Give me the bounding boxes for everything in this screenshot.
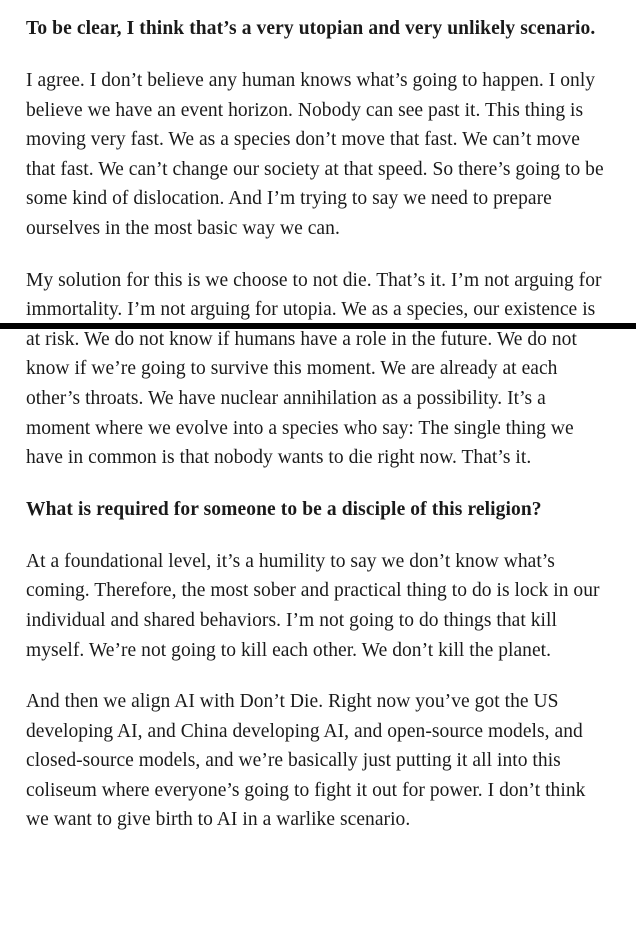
interview-answer: And then we align AI with Don’t Die. Right now you’ve got the US developing AI, and China developing AI, and open-source models, and closed-source models, and we’re basically just putting it all into this coliseum where everyone’s going to fight it out for power. I don’t think we want to give birth to AI in a warlike scenario. (26, 691, 586, 831)
interview-question: To be clear, I think that’s a very utopian and very unlikely scenario. (26, 18, 596, 39)
interview-answer: My solution for this is we choose to not die. That’s it. I’m not arguing for immortality. I’m not arguing for utopia. We as a species, our existence is at risk. We do not know if humans have a role in the future. We do not know if we’re going to survive this moment. We are already at each other’s throats. We have nuclear annihilation as a possibility. It’s a moment where we evolve into a species who say: The single thing we have in common is that nobody wants to die right now. That’s it. (26, 269, 602, 469)
interview-answer: I agree. I don’t believe any human knows what’s going to happen. I only believe we have an event horizon. Nobody can see past it. This thing is moving very fast. We as a species don’t move that fast. We can’t move that fast. We can’t change our society at that speed. So there’s going to be some kind of dislocation. And I’m trying to say we need to prepare ourselves in the most basic way we can. (26, 70, 604, 239)
interview-answer: At a foundational level, it’s a humility to say we don’t know what’s coming. Therefore, the most sober and practical thing to do is lock in our individual and shared behaviors. I’m not going to do things that kill myself. We’re not going to kill each other. We don’t kill the planet. (26, 550, 600, 661)
horizontal-divider-overlay (0, 323, 636, 329)
interview-question: What is required for someone to be a disciple of this religion? (26, 498, 542, 520)
